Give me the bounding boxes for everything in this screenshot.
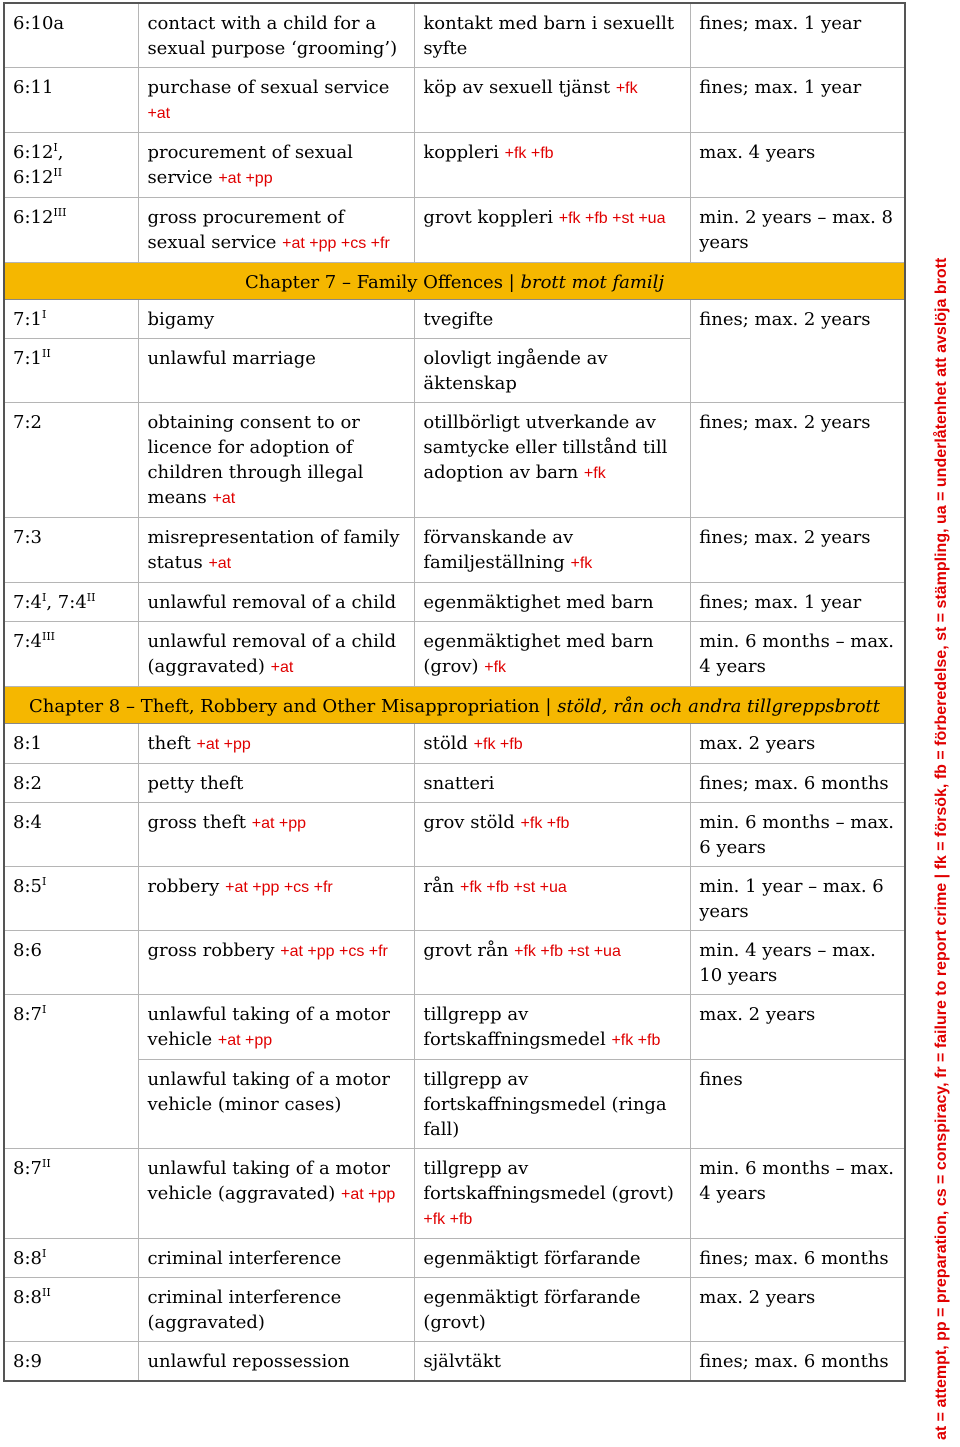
section-ref — [4, 300, 139, 339]
offence-sv-text: egenmäktighet med barn — [423, 631, 654, 652]
section-ref: 6:11 — [4, 68, 139, 133]
offence-en-qualifier: (aggravated) — [217, 1183, 336, 1204]
section-ref — [4, 133, 139, 198]
chapter-heading-row — [4, 263, 905, 300]
offence-sv: tvegifte — [415, 300, 691, 339]
table-row — [4, 1149, 905, 1239]
offence-en — [139, 403, 415, 518]
section-ref: 6:10a — [4, 3, 139, 68]
table-row — [4, 300, 905, 339]
section-ref — [4, 339, 139, 403]
offence-en-text: unlawful removal of a child — [147, 631, 397, 652]
chapter-7-en: Chapter 7 – Family Offences | — [244, 272, 515, 293]
section-ref: 8:1 — [4, 724, 139, 764]
attempt-marks: +fk — [583, 465, 606, 482]
table-row — [4, 68, 905, 133]
penalty: fines — [691, 1060, 905, 1149]
penalty: min. 6 months – max. 4 years — [691, 1149, 905, 1239]
section-sup: I — [41, 591, 47, 604]
attempt-marks: +at +pp — [218, 170, 273, 187]
table-row — [4, 3, 905, 68]
attempt-marks: +fk +fb — [423, 1211, 473, 1228]
offence-sv — [415, 68, 691, 133]
attempt-marks: +fk +fb +st +ua — [460, 879, 567, 896]
offence-en — [139, 995, 415, 1060]
offence-sv-text: tillgrepp av fortskaffningsmedel — [423, 1004, 606, 1050]
chapter-8-sv: stöld, rån och andra tillgreppsbrott — [557, 696, 881, 717]
section-ref — [4, 1060, 139, 1149]
section-sup: I — [41, 1003, 47, 1016]
offence-en: criminal interference — [139, 1239, 415, 1278]
section-ref — [4, 995, 139, 1060]
attempt-marks: +at — [270, 659, 294, 676]
offence-sv — [415, 867, 691, 931]
offence-en-text: criminal interference — [147, 1287, 342, 1308]
penalty: min. 2 years – max. 8 years — [691, 198, 905, 263]
penalty: fines; max. 6 months — [691, 1342, 905, 1382]
section-ref-text: 7:1 — [13, 309, 42, 330]
table-row — [4, 1342, 905, 1382]
offence-sv — [415, 1278, 691, 1342]
section-ref — [4, 1239, 139, 1278]
table-row — [4, 1278, 905, 1342]
offence-en: unlawful marriage — [139, 339, 415, 403]
section-ref-text: 8:8 — [13, 1287, 42, 1308]
section-sup: II — [41, 347, 51, 360]
section-ref: 7:3 — [4, 518, 139, 583]
offence-sv — [415, 803, 691, 867]
chapter-8-heading — [4, 687, 905, 724]
offence-sv — [415, 133, 691, 198]
penalty: fines; max. 2 years — [691, 403, 905, 518]
section-sup: II — [53, 166, 63, 179]
attempt-marks: +fk — [484, 659, 507, 676]
section-ref-text: 7:4 — [13, 631, 42, 652]
section-sup: II — [41, 1286, 51, 1299]
table-row — [4, 198, 905, 263]
chapter-7-heading — [4, 263, 905, 300]
table-row — [4, 1060, 905, 1149]
section-ref: 8:4 — [4, 803, 139, 867]
offence-sv-text: förvanskande av familjeställning — [423, 527, 574, 573]
offence-sv — [415, 403, 691, 518]
penalty: fines; max. 6 months — [691, 764, 905, 803]
section-ref-text: 8:5 — [13, 876, 42, 897]
offence-sv — [415, 931, 691, 995]
penalty: fines; max. 6 months — [691, 1239, 905, 1278]
offence-sv — [415, 724, 691, 764]
abbreviation-legend: at = attempt, pp = preparation, cs = conspiracy, fr = failure to report crime | fk = försök, fb = förberedelse, st = stämpling, ua = underlåtenhet att avslöja brott — [933, 257, 950, 1440]
attempt-marks: +at +pp — [196, 736, 251, 753]
section-sup: I — [41, 308, 47, 321]
attempt-marks: +at +pp +cs +fr — [225, 879, 333, 896]
section-ref: 8:9 — [4, 1342, 139, 1382]
offence-sv-text: otillbörligt utverkande av samtycke eller tillstånd till adoption av barn — [423, 412, 668, 483]
table-row — [4, 764, 905, 803]
section-ref: 8:2 — [4, 764, 139, 803]
penalty: min. 1 year – max. 6 years — [691, 867, 905, 931]
penalty: fines; max. 2 years — [691, 518, 905, 583]
offence-en — [139, 1149, 415, 1239]
table-row — [4, 867, 905, 931]
section-ref — [4, 583, 139, 622]
offence-en — [139, 518, 415, 583]
offence-en-text: gross procurement of sexual service — [147, 207, 345, 253]
penalty: min. 6 months – max. 4 years — [691, 622, 905, 687]
offence-en-text: theft — [147, 733, 191, 754]
offence-en: petty theft — [139, 764, 415, 803]
table-row — [4, 403, 905, 518]
offence-en-text: unlawful taking of a motor vehicle — [147, 1158, 390, 1204]
offence-en-text: obtaining consent to or licence for adoption of children through illegal means — [147, 412, 364, 508]
table-row — [4, 583, 905, 622]
section-separator: , — [46, 592, 53, 613]
offence-sv-text: köp av sexuell tjänst — [423, 77, 611, 98]
attempt-marks: +at — [212, 490, 236, 507]
table-row — [4, 339, 905, 403]
offence-sv-text: grovt koppleri — [423, 207, 553, 228]
offence-sv — [415, 518, 691, 583]
offence-sv: kontakt med barn i sexuellt syfte — [415, 3, 691, 68]
table-row — [4, 1239, 905, 1278]
section-separator: , — [57, 142, 64, 163]
offence-en-text: misrepresentation of family status — [147, 527, 400, 573]
section-sup: I — [53, 141, 58, 154]
table-row — [4, 724, 905, 764]
offence-en — [139, 724, 415, 764]
attempt-marks: +fk +fb +st +ua — [514, 943, 621, 960]
offence-sv-text: egenmäktigt förfarande — [423, 1287, 641, 1308]
table-row — [4, 133, 905, 198]
offence-en: unlawful repossession — [139, 1342, 415, 1382]
attempt-marks: +fk +fb — [504, 145, 554, 162]
offence-sv — [415, 622, 691, 687]
offence-en — [139, 622, 415, 687]
offence-sv-text: grovt rån — [423, 940, 509, 961]
offence-en-text: procurement of sexual service — [147, 142, 353, 188]
section-sup: I — [41, 1247, 47, 1260]
attempt-marks: +fk +fb — [611, 1032, 661, 1049]
section-ref-text: 6:12 — [13, 207, 54, 228]
penalty: fines; max. 1 year — [691, 583, 905, 622]
offence-sv: snatteri — [415, 764, 691, 803]
offence-sv-text: tillgrepp av fortskaffningsmedel — [423, 1158, 606, 1204]
table-row — [4, 622, 905, 687]
penalty: min. 6 months – max. 6 years — [691, 803, 905, 867]
offence-sv-qualifier: (grovt) — [611, 1183, 674, 1204]
offence-en-qualifier: (minor cases) — [217, 1094, 342, 1115]
section-ref-text: 6:12 — [13, 167, 54, 188]
table-row — [4, 995, 905, 1060]
penalty: fines; max. 1 year — [691, 68, 905, 133]
offence-sv-text: tillgrepp av fortskaffningsmedel — [423, 1069, 606, 1115]
attempt-marks: +fk +fb — [473, 736, 523, 753]
offence-en-text: gross robbery — [147, 940, 275, 961]
penalty: min. 4 years – max. 10 years — [691, 931, 905, 995]
section-sup: III — [41, 630, 56, 643]
section-ref-text: 8:8 — [13, 1248, 42, 1269]
penalty: max. 2 years — [691, 1278, 905, 1342]
section-ref — [4, 867, 139, 931]
offence-sv-qualifier: (grov) — [423, 656, 479, 677]
offence-sv: självtäkt — [415, 1342, 691, 1382]
attempt-marks: +at — [147, 105, 171, 122]
chapter-heading-row — [4, 687, 905, 724]
penalty — [691, 339, 905, 403]
section-ref-text: 8:7 — [13, 1158, 42, 1179]
offence-en: bigamy — [139, 300, 415, 339]
offence-sv: olovligt ingående av äktenskap — [415, 339, 691, 403]
offence-en-qualifier: (aggravated) — [147, 1312, 265, 1333]
attempt-marks: +at — [208, 555, 232, 572]
table-row — [4, 803, 905, 867]
section-ref — [4, 1278, 139, 1342]
section-ref-text: 8:7 — [13, 1004, 42, 1025]
section-sup: I — [41, 875, 47, 888]
attempt-marks: +fk +fb +st +ua — [558, 210, 666, 227]
offence-en — [139, 133, 415, 198]
attempt-marks: +at +pp — [217, 1032, 273, 1049]
section-sup: II — [86, 591, 96, 604]
section-sup: III — [53, 206, 67, 219]
offence-en-text: robbery — [147, 876, 220, 897]
chapter-7-sv: brott mot familj — [520, 272, 665, 293]
offence-sv — [415, 1149, 691, 1239]
offence-en-text: unlawful taking of a motor vehicle — [147, 1069, 390, 1115]
section-ref-text: 7:4 — [13, 592, 42, 613]
offence-sv-text: rån — [423, 876, 455, 897]
section-ref-text: 6:12 — [13, 142, 54, 163]
section-ref-text: 7:1 — [13, 348, 42, 369]
offence-sv — [415, 995, 691, 1060]
offence-sv-qualifier: (grovt) — [423, 1312, 486, 1333]
section-ref: 8:6 — [4, 931, 139, 995]
offences-table — [3, 2, 906, 1382]
attempt-marks: +at +pp — [251, 815, 306, 832]
penalty: max. 4 years — [691, 133, 905, 198]
attempt-marks: +at +pp — [341, 1186, 396, 1203]
attempt-marks: +at +pp +cs +fr — [280, 943, 388, 960]
offence-en — [139, 803, 415, 867]
penalty: fines; max. 1 year — [691, 3, 905, 68]
section-ref — [4, 1149, 139, 1239]
offence-en — [139, 68, 415, 133]
penalty: max. 2 years — [691, 724, 905, 764]
offence-en — [139, 1060, 415, 1149]
penalty: fines; max. 2 years — [691, 300, 905, 339]
section-ref-text: 7:4 — [57, 592, 87, 613]
penalty: max. 2 years — [691, 995, 905, 1060]
section-sup: II — [41, 1157, 51, 1170]
offence-en — [139, 931, 415, 995]
section-ref — [4, 622, 139, 687]
offence-en: contact with a child for a sexual purpose ‘grooming’) — [139, 3, 415, 68]
offence-sv-text: stöld — [423, 733, 468, 754]
offence-en — [139, 1278, 415, 1342]
section-ref: 7:2 — [4, 403, 139, 518]
offence-sv-text: koppleri — [423, 142, 499, 163]
section-ref — [4, 198, 139, 263]
attempt-marks: +fk — [615, 80, 638, 97]
offence-en — [139, 867, 415, 931]
offence-en-text: purchase of sexual service — [147, 77, 390, 98]
attempt-marks: +fk +fb — [520, 815, 570, 832]
attempt-marks: +fk — [570, 555, 593, 572]
offence-sv-qualifier: (ringa fall) — [423, 1094, 667, 1140]
offence-en-text: gross theft — [147, 812, 246, 833]
offence-sv: egenmäktighet med barn — [415, 583, 691, 622]
offence-sv-text: grov stöld — [423, 812, 515, 833]
table-row — [4, 518, 905, 583]
offence-sv — [415, 198, 691, 263]
chapter-8-en: Chapter 8 – Theft, Robbery and Other Misappropriation | — [28, 696, 552, 717]
offence-sv — [415, 1060, 691, 1149]
offence-sv: egenmäktigt förfarande — [415, 1239, 691, 1278]
offence-en: unlawful removal of a child — [139, 583, 415, 622]
table-row — [4, 931, 905, 995]
offence-en-text: unlawful taking of a motor vehicle — [147, 1004, 390, 1050]
offence-en-qualifier: (aggravated) — [147, 656, 265, 677]
offence-en — [139, 198, 415, 263]
attempt-marks: +at +pp +cs +fr — [282, 235, 390, 252]
